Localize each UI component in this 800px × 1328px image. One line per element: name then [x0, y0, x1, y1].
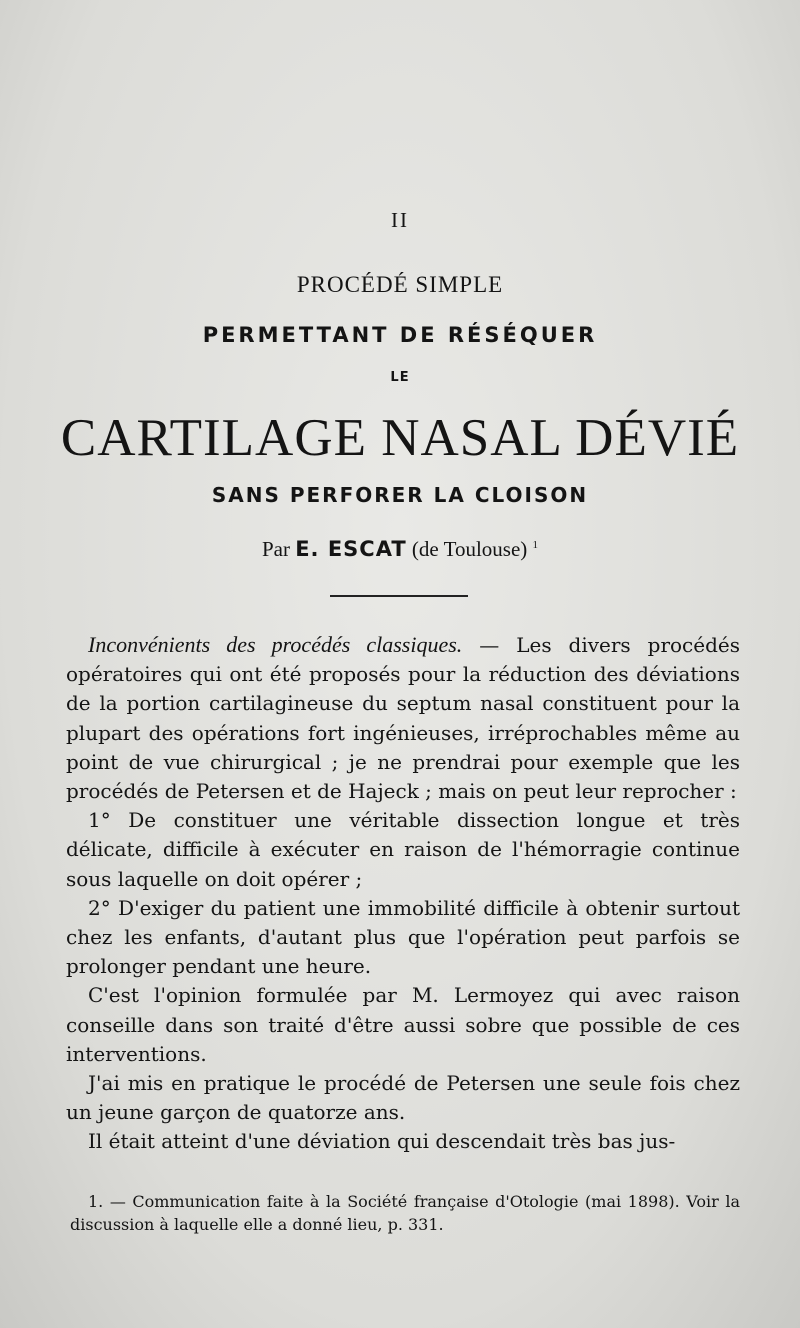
footnote-text: 1. — Communication faite à la Société française d'Otologie (mai 1898). Voir la discussion à laquelle elle a donné lieu, p. 331.: [70, 1192, 740, 1234]
body-text: [66, 630, 740, 1157]
footnote: [70, 1190, 740, 1236]
paragraph-3: 2° D'exiger du patient une immobilité difficile à obtenir surtout chez les enfants, d'autant plus que l'opération peut parfois se prolonger pendant une heure.: [66, 895, 740, 979]
paragraph-1-heading: Inconvénients des procédés classiques.: [88, 632, 463, 657]
title-main: CARTILAGE NASAL DÉVIÉ: [60, 409, 740, 467]
author-affiliation: (de Toulouse): [411, 537, 528, 561]
section-number: II: [391, 208, 409, 232]
title-line-2: PERMETTANT DE RÉSÉQUER: [202, 323, 598, 347]
paragraph-1: [66, 630, 740, 806]
divider-rule: [330, 595, 468, 597]
author-prefix: Par: [261, 537, 290, 561]
footnote-mark: 1: [532, 539, 539, 551]
paragraph-4: C'est l'opinion formulée par M. Lermoyez qui avec raison conseille dans son traité d'être aussi sobre que possible de ces interventions.: [66, 983, 740, 1066]
title-line-1: PROCÉDÉ SIMPLE: [296, 272, 504, 297]
paragraph-5: J'ai mis en pratique le procédé de Petersen une seule fois chez un jeune garçon de quatorze ans.: [66, 1071, 740, 1125]
author-name: E. ESCAT: [295, 537, 407, 561]
title-line-3: LE: [390, 370, 410, 385]
title-line-5: SANS PERFORER LA CLOISON: [211, 483, 589, 507]
paragraph-2: 1° De constituer une véritable dissection longue et très délicate, difficile à exécuter en raison de l'hémorragie continue sous laquelle on doit opérer ;: [66, 808, 740, 891]
paragraph-1-text: — Les divers procédés opératoires qui ont été proposés pour la réduction des déviations de la portion cartilagineuse du septum nasal constituent pour la plupart des opérations fort ingénieuses, irréprochables même au point de vue chirurgical ; je ne prendrai pour exemple que les procédés de Petersen et de Hajeck ; mais on peut leur reprocher :: [66, 633, 740, 804]
author-line: [0, 537, 800, 562]
paragraph-6: Il était atteint d'une déviation qui descendait très bas jus-: [88, 1129, 676, 1154]
